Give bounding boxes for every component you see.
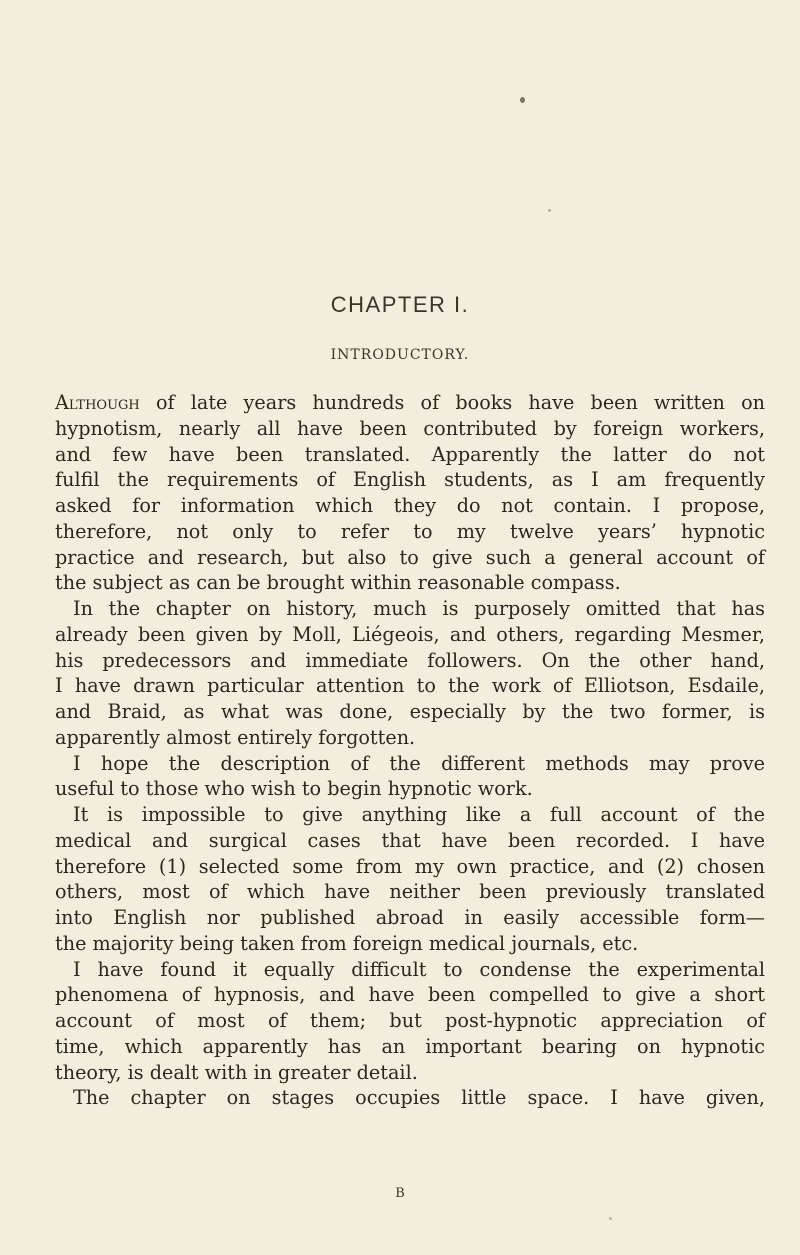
section-title: INTRODUCTORY.: [330, 347, 470, 363]
text-line: the majority being taken from foreign medical journals, etc.: [55, 931, 639, 955]
text-line: therefore (1) selected some from my own practice, and (2) chosen: [55, 854, 765, 878]
text-line: into English nor published abroad in easily accessible form—: [55, 906, 765, 929]
text-line: In the chapter on history, much is purposely omitted that has: [73, 597, 765, 620]
text-line: practice and research, but also to give such a general account of: [55, 545, 765, 569]
text-line: therefore, not only to refer to my twelve years’ hypnotic: [55, 519, 765, 543]
text-line: already been given by Moll, Liégeois, and others, regarding Mesmer,: [55, 622, 765, 646]
text-line: useful to those who wish to begin hypnotic work.: [55, 777, 533, 801]
text-line: time, which apparently has an important bearing on hypnotic: [55, 1034, 765, 1058]
body-text: [55, 390, 765, 1111]
text-line: his predecessors and immediate followers. On the other hand,: [55, 648, 765, 672]
text-line: apparently almost entirely forgotten.: [55, 725, 416, 749]
ink-speck: [520, 97, 525, 103]
text-line: hypnotism, nearly all have been contributed by foreign workers,: [55, 416, 765, 440]
ink-speck: [548, 209, 551, 212]
text-line: the subject as can be brought within reasonable compass.: [55, 571, 621, 595]
text-line: theory, is dealt with in greater detail.: [55, 1060, 418, 1084]
text-line: asked for information which they do not contain. I propose,: [55, 494, 765, 517]
text-line: others, most of which have neither been previously translated: [55, 880, 765, 904]
text-line-content: of late years hundreds of books have been written on: [139, 391, 765, 414]
text-line: fulfil the requirements of English students, as I am frequently: [55, 468, 765, 492]
text-line: I have found it equally difficult to condense the experimental: [73, 957, 765, 981]
text-line: The chapter on stages occupies little space. I have given,: [73, 1086, 765, 1110]
text-line: It is impossible to give anything like a full account of the: [73, 803, 765, 826]
text-line: and Braid, as what was done, especially by the two former, is: [55, 700, 765, 723]
text-line: I hope the description of the different methods may prove: [73, 751, 765, 775]
text-line: I have drawn particular attention to the work of Elliotson, Esdaile,: [55, 674, 765, 698]
text-line: account of most of them; but post-hypnotic appreciation of: [55, 1009, 765, 1032]
text-line: and few have been translated. Apparently the latter do not: [55, 442, 765, 466]
text-line: phenomena of hypnosis, and have been compelled to give a short: [55, 983, 765, 1007]
signature-mark: B: [395, 1186, 405, 1201]
ink-speck: [609, 1217, 612, 1220]
opening-word: Although: [55, 391, 140, 414]
text-line: medical and surgical cases that have been recorded. I have: [55, 828, 765, 852]
text-line: [55, 390, 765, 416]
chapter-title: CHAPTER I.: [330, 292, 470, 317]
